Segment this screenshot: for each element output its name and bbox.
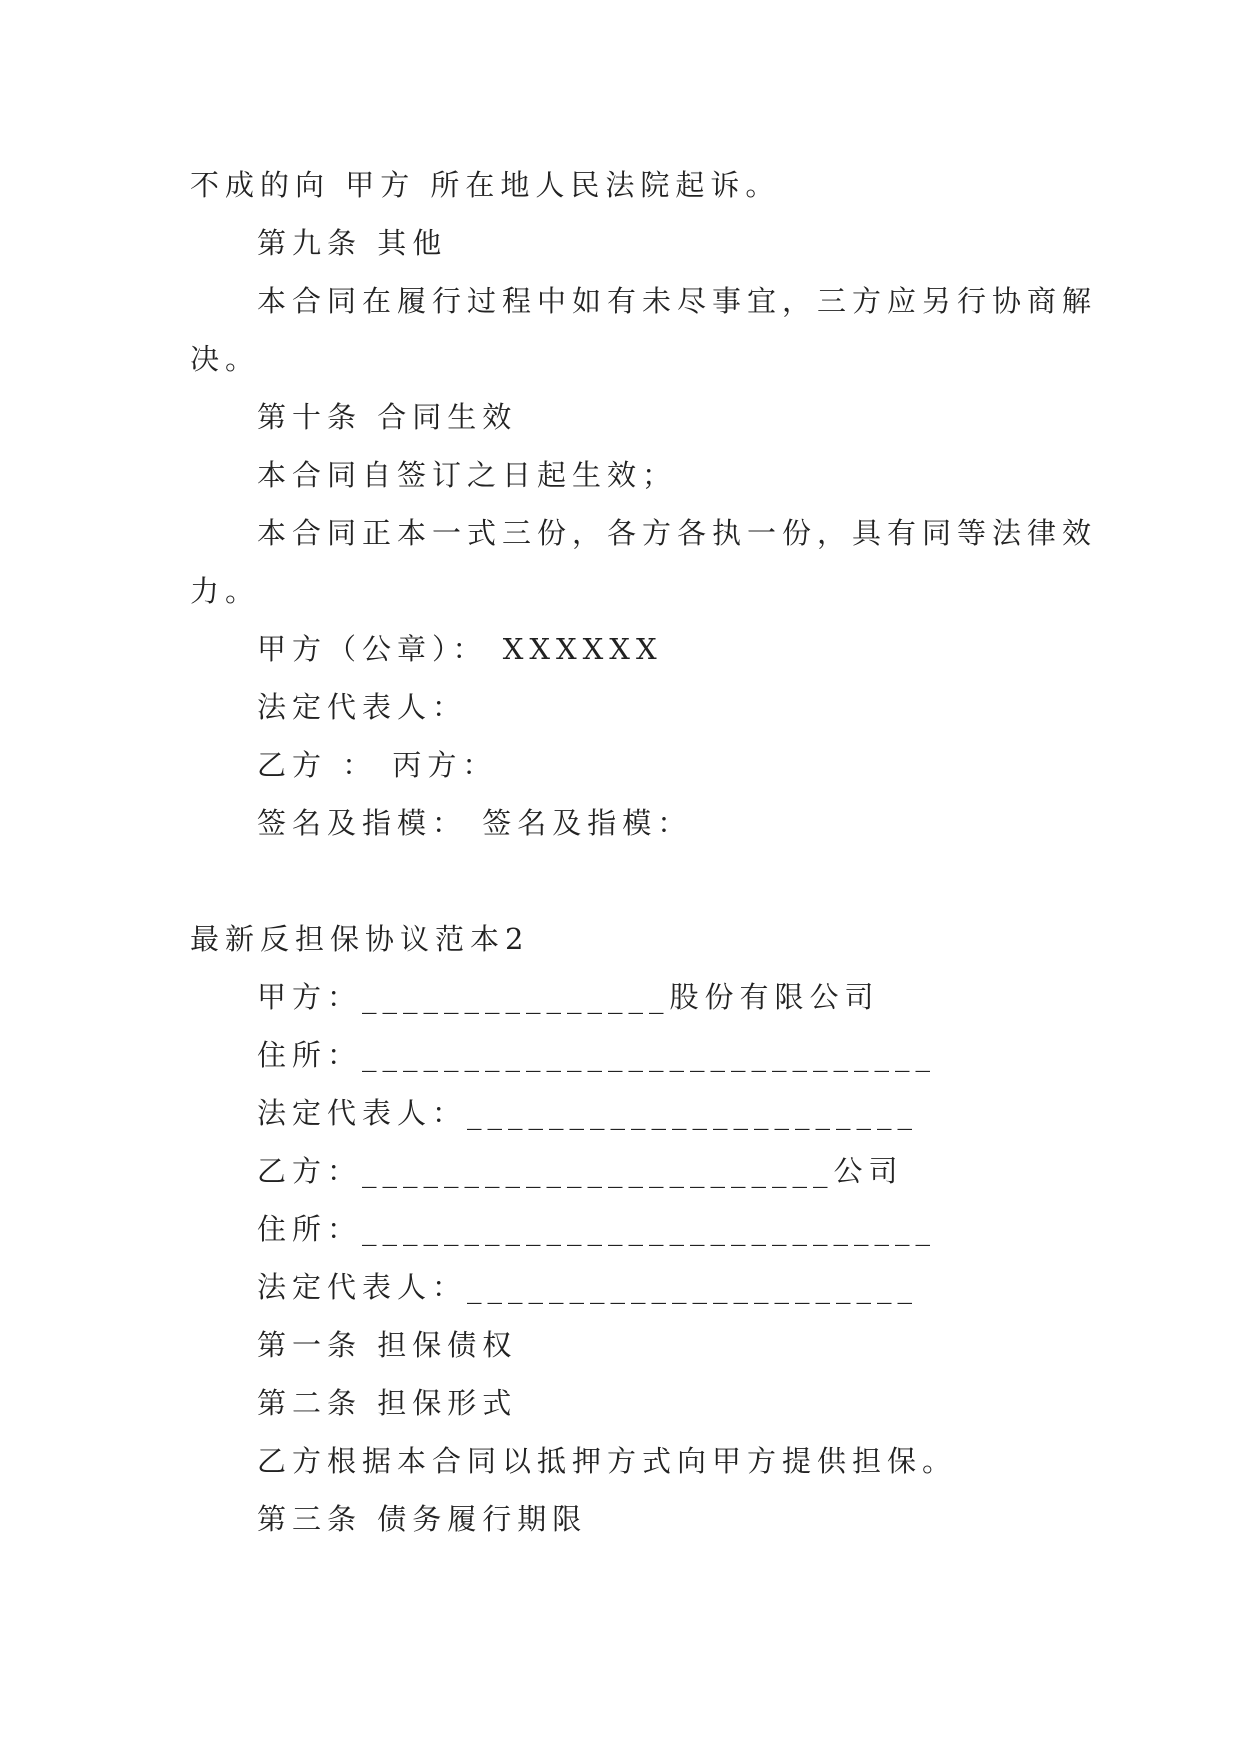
- form-line: 法定代表人：______________________: [257, 1096, 919, 1130]
- form-line: 乙方：_______________________公司: [257, 1154, 904, 1188]
- signature-line: 法定代表人：: [257, 690, 468, 724]
- section-title: 最新反担保协议范本2: [190, 922, 530, 956]
- form-line: 法定代表人：______________________: [257, 1270, 919, 1304]
- paragraph-line: 乙方根据本合同以抵押方式向甲方提供担保。: [257, 1444, 958, 1478]
- article-heading: 第九条 其他: [257, 226, 448, 260]
- signature-line: 乙方 ： 丙方：: [257, 748, 498, 782]
- form-line: 住所：____________________________: [257, 1212, 937, 1246]
- paragraph-line: 力。: [190, 574, 261, 608]
- signature-line: 甲方（公章）： XXXXXX: [257, 632, 663, 666]
- article-heading: 第一条 担保债权: [257, 1328, 518, 1362]
- form-line: 住所：____________________________: [257, 1038, 937, 1072]
- paragraph-line: 本合同在履行过程中如有未尽事宜，三方应另行协商解: [257, 284, 1098, 318]
- article-heading: 第二条 担保形式: [257, 1386, 518, 1420]
- paragraph-line: 本合同自签订之日起生效；: [257, 458, 678, 492]
- form-line: 甲方：_______________股份有限公司: [257, 980, 880, 1014]
- signature-line: 签名及指模： 签名及指模：: [257, 806, 693, 840]
- article-heading: 第三条 债务履行期限: [257, 1502, 588, 1536]
- article-heading: 第十条 合同生效: [257, 400, 518, 434]
- paragraph-line: 不成的向 甲方 所在地人民法院起诉。: [190, 168, 781, 202]
- paragraph-line: 本合同正本一式三份，各方各执一份，具有同等法律效: [257, 516, 1098, 550]
- paragraph-line: 决。: [190, 342, 261, 376]
